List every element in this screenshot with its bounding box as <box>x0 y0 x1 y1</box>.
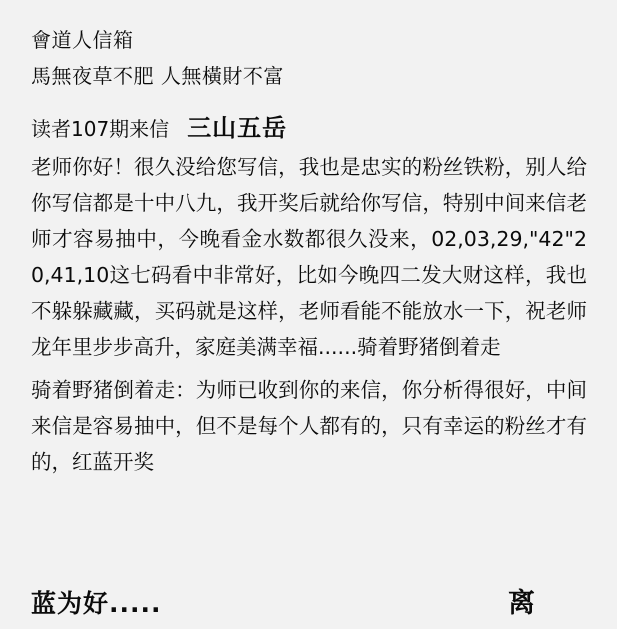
letter-reply-text: 骑着野猪倒着走：为师已收到你的来信，你分析得很好，中间来信是容易抽中，但不是每个人都有的，只有幸运的粉丝才有的，红蓝开奖 <box>31 378 587 474</box>
header-line-2: 馬無夜草不肥 人無橫財不富 <box>31 64 284 88</box>
footer-left-text: 蓝为好..... <box>31 589 162 618</box>
footer-row <box>31 587 587 621</box>
letter-body-text: 老师你好！很久没给您写信，我也是忠实的粉丝铁粉，别人给你写信都是十中八九，我开奖后就给你写信，特别中间来信老师才容易抽中，今晚看金水数都很久没来，02,03,29,"42"20,41,10这七码看中非常好，比如今晚四二发大财这样，我也不躲躲藏藏，买码就是这样，老师看能不能放水一下，祝老师龙年里步步高升，家庭美满幸福......骑着野猪倒着走 <box>31 155 587 359</box>
letter-heading <box>31 112 587 145</box>
header-block <box>31 22 587 94</box>
reader-issue-label: 读者107期来信 <box>31 117 170 141</box>
footer-right-text: 离 <box>508 588 535 619</box>
header-line-1: 會道人信箱 <box>31 28 134 52</box>
reader-name: 三山五岳 <box>187 114 288 142</box>
